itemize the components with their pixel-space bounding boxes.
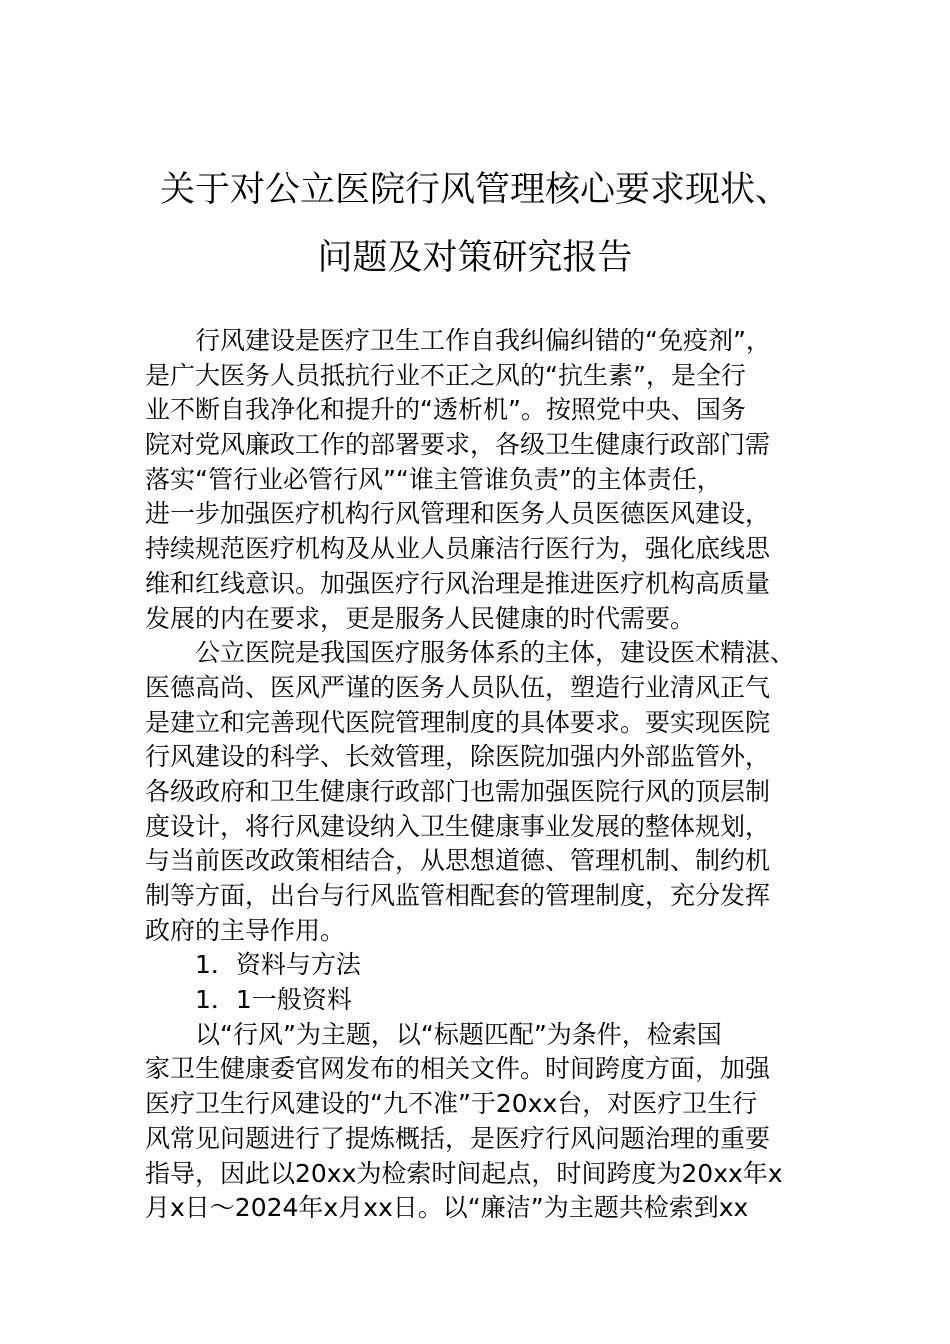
body-text-line: 制等方面，出台与行风监管相配套的管理制度，充分发挥: [145, 881, 771, 910]
body-text-line: 家卫生健康委官网发布的相关文件。时间跨度方面，加强: [145, 1054, 771, 1084]
document-title-line-1: 关于对公立医院行风管理核心要求现状、: [159, 170, 790, 210]
body-text-line: 院对党风廉政工作的部署要求，各级卫生健康行政部门需: [145, 430, 771, 460]
body-text-line: 风常见问题进行了提炼概括，是医疗行风问题治理的重要: [145, 1123, 771, 1153]
body-text-line: 月x日～2024年x月xx日。以“廉洁”为主题共检索到xx: [145, 1193, 749, 1223]
body-text-line: 1．资料与方法: [195, 950, 361, 980]
document-title-line-2: 问题及对策研究报告: [317, 238, 633, 278]
body-text-line: 落实“管行业必管行风”“谁主管谁负责”的主体责任，: [145, 464, 722, 494]
body-text-line: 各级政府和卫生健康行政部门也需加强医院行风的顶层制: [145, 776, 771, 806]
body-text-line: 维和红线意识。加强医疗行风治理是推进医疗机构高质量: [145, 568, 771, 598]
body-text-line: 行风建设的科学、长效管理，除医院加强内外部监管外，: [145, 742, 771, 772]
body-text-line: 政府的主导作用。: [145, 915, 346, 945]
body-text-line: 是广大医务人员抵抗行业不正之风的“抗生素”，是全行: [145, 360, 746, 390]
body-text-line: 进一步加强医疗机构行风管理和医务人员医德医风建设，: [145, 499, 771, 529]
body-text-line: 度设计，将行风建设纳入卫生健康事业发展的整体规划，: [145, 811, 771, 841]
body-text-line: 医疗卫生行风建设的“九不准”于20xx台，对医疗卫生行: [145, 1089, 758, 1119]
body-text-line: 公立医院是我国医疗服务体系的主体，建设医术精湛、: [195, 638, 796, 668]
body-text-line: 是建立和完善现代医院管理制度的具体要求。要实现医院: [145, 707, 771, 737]
document-body: [145, 324, 810, 1226]
body-text-line: 医德高尚、医风严谨的医务人员队伍，塑造行业清风正气: [145, 672, 771, 702]
body-text-line: 以“行风”为主题，以“标题匹配”为条件，检索国: [195, 1019, 722, 1049]
body-text-line: 行风建设是医疗卫生工作自我纠偏纠错的“免疫剂”，: [195, 326, 771, 355]
body-text-line: 1．1一般资料: [195, 985, 352, 1015]
body-text-line: 持续规范医疗机构及从业人员廉洁行医行为，强化底线思: [145, 534, 771, 564]
body-text-line: 发展的内在要求，更是服务人民健康的时代需要。: [145, 603, 696, 633]
body-text-line: 与当前医改政策相结合，从思想道德、管理机制、制约机: [145, 846, 771, 876]
body-text-line: 业不断自我净化和提升的“透析机”。按照党中央、国务: [145, 395, 746, 425]
body-text-line: 指导，因此以20xx为检索时间起点，时间跨度为20xx年x: [145, 1158, 783, 1188]
